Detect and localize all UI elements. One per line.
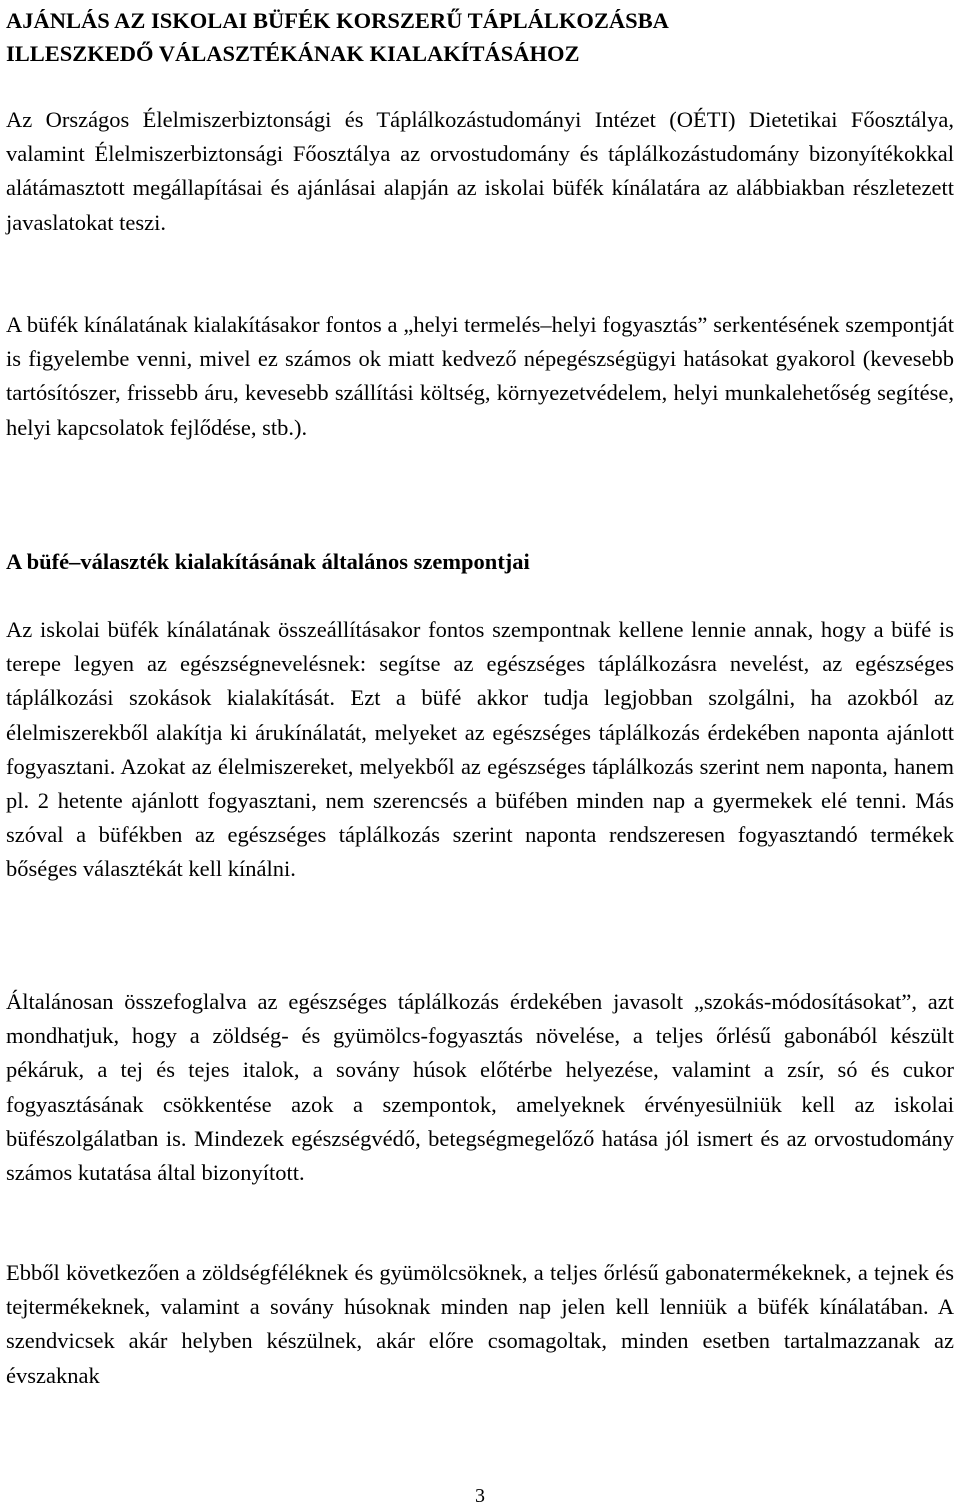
document-title-line-2: ILLESZKEDŐ VÁLASZTÉKÁNAK KIALAKÍTÁSÁHOZ xyxy=(6,41,580,66)
paragraph-consequence: Ebből következően a zöldségféléknek és gyümölcsöknek, a teljes őrlésű gabonatermékeknek, a tejnek és tejtermékeknek, valamint a sovány húsoknak minden nap jelen kell lenniük a büfék kínálatában. A szendvicsek akár helyben készülnek, akár előre csomagoltak, minden esetben tartalmazzanak az évszaknak xyxy=(6,1260,954,1388)
document-title xyxy=(6,4,954,70)
page-number: 3 xyxy=(475,1485,485,1507)
paragraph-summary: Általánosan összefoglalva az egészséges táplálkozás érdekében javasolt „szokás-módosításokat”, azt mondhatjuk, hogy a zöldség- és gyümölcs-fogyasztás növelése, a teljes őrlésű gabonából készült pékáruk, a tej és tejes italok, a sovány húsok előtérbe helyezése, valamint a zsír, só és cukor fogyasztásának csökkentése azok a szempontok, amelyeknek érvényesülniük kell az iskolai büfészolgálatban is. Mindezek egészségvédő, betegségmegelőző hatása jól ismert és az orvostudomány számos kutatása által bizonyított. xyxy=(6,989,954,1186)
paragraph-health-education: Az iskolai büfék kínálatának összeállításakor fontos szempontnak kellene lennie annak, hogy a büfé is terepe legyen az egészségnevelésnek: segítse az egészséges táplálkozásra nevelést, az egészséges táplálkozási szokások kialakítását. Ezt a büfé akkor tudja legjobban szolgálni, ha azokból az élelmiszerekből alakítja ki árukínálatát, melyeket az egészséges táplálkozás érdekében naponta ajánlott fogyasztani. Azokat az élelmiszereket, melyekből az egészséges táplálkozás szerint nem naponta, hanem pl. 2 hetente ajánlott fogyasztani, nem szerencsés a büfében minden nap a gyermekek elé tenni. Más szóval a büfékben az egészséges táplálkozás szerint naponta rendszeresen fogyasztandó termékek bőséges választékát kell kínálni. xyxy=(6,617,954,882)
document-title-line-1: AJÁNLÁS AZ ISKOLAI BÜFÉK KORSZERŰ TÁPLÁLKOZÁSBA xyxy=(6,8,669,33)
section-heading: A büfé–választék kialakításának általános szempontjai xyxy=(6,549,530,574)
paragraph-local-production: A büfék kínálatának kialakításakor fontos a „helyi termelés–helyi fogyasztás” serkentésének szempontját is figyelembe venni, mivel ez számos ok miatt kedvező népegészségügyi hatásokat gyakorol (kevesebb tartósítószer, frissebb áru, kevesebb szállítási költség, környezetvédelem, helyi munkalehetőség segítése, helyi kapcsolatok fejlődése, stb.). xyxy=(6,312,954,440)
paragraph-intro: Az Országos Élelmiszerbiztonsági és Táplálkozástudományi Intézet (OÉTI) Dietetikai Főosztálya, valamint Élelmiszerbiztonsági Főosztálya az orvostudomány és táplálkozástudomány bizonyítékokkal alátámasztott megállapításai és ajánlásai alapján az iskolai büfék kínálatára az alábbiakban részletezett javaslatokat teszi. xyxy=(6,107,954,235)
